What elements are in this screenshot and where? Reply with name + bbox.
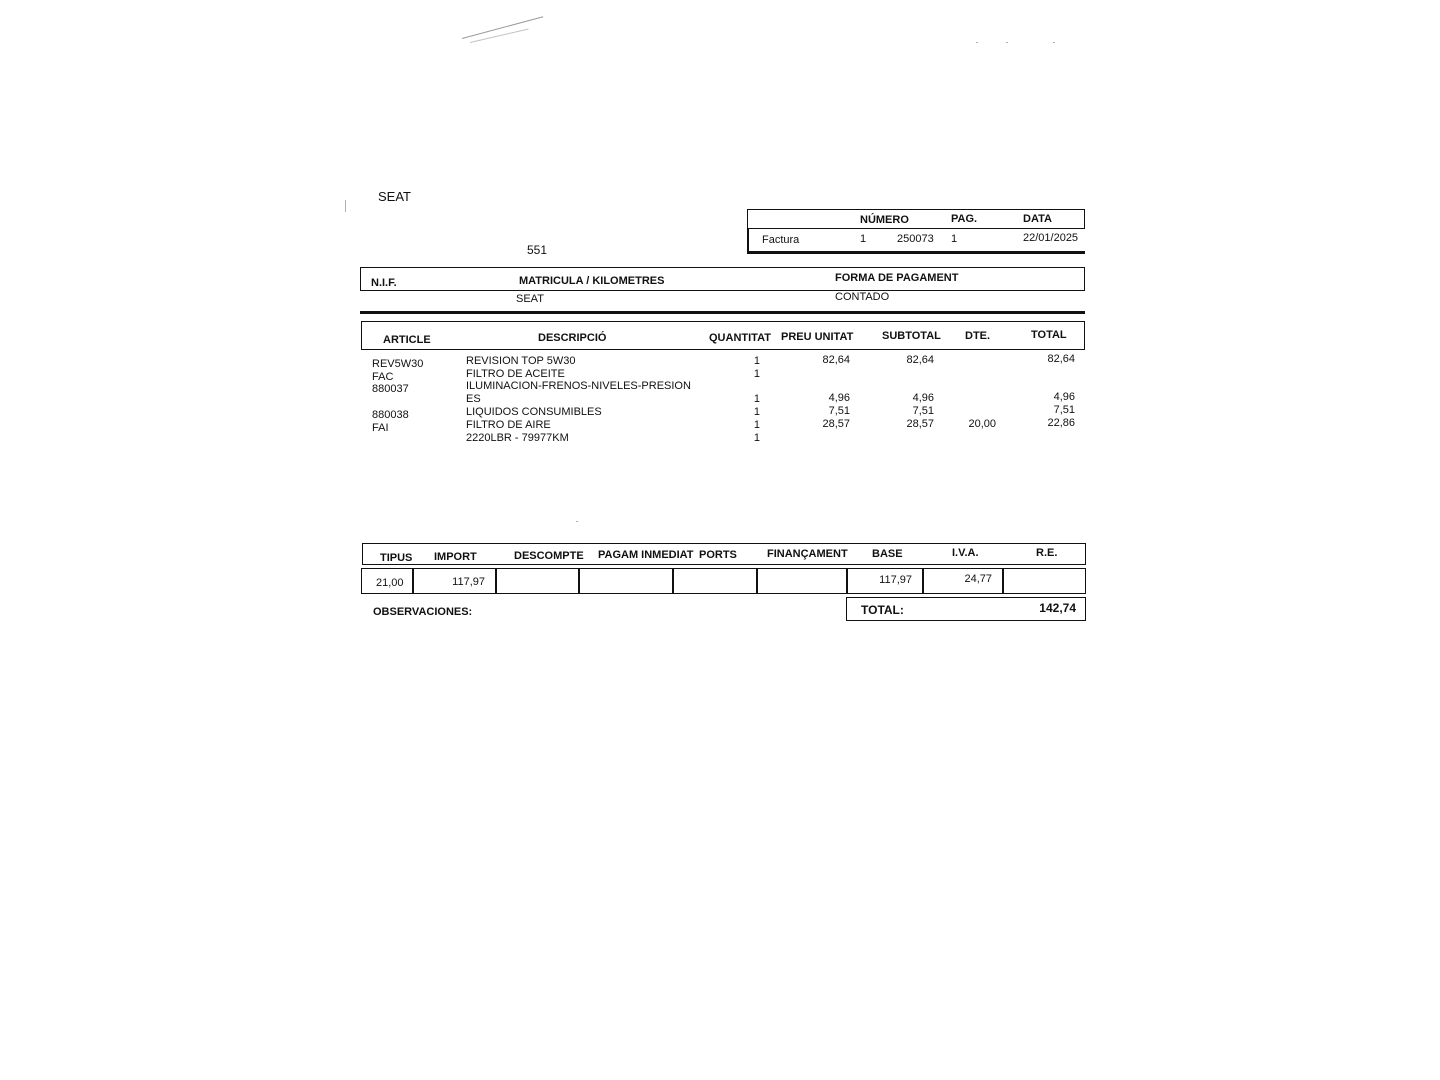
line-descripcio: FILTRO DE ACEITE — [466, 368, 565, 380]
line-total: 4,96 — [1053, 391, 1075, 403]
col-quantitat: QUANTITAT — [709, 332, 771, 344]
col-dte: DTE. — [965, 330, 991, 342]
line-article: REV5W30 — [372, 358, 424, 370]
company-code: 551 — [527, 243, 548, 257]
tax-row-divider — [1002, 568, 1004, 594]
line-subtotal: 7,51 — [912, 405, 934, 417]
line-quantitat: 1 — [753, 406, 760, 418]
tax-col-descompte: DESCOMPTE — [514, 550, 584, 562]
scan-artifact-line — [470, 29, 529, 43]
forma-pagament-value: CONTADO — [835, 291, 890, 303]
line-descripcio: REVISION TOP 5W30 — [466, 355, 576, 367]
label-nif: N.I.F. — [371, 277, 397, 289]
doc-header-bottom-rule — [747, 251, 1085, 254]
scan-artifact-dot — [1053, 42, 1055, 43]
matricula-value: SEAT — [516, 293, 544, 305]
line-descripcio: ILUMINACION-FRENOS-NIVELES-PRESION — [466, 380, 691, 392]
col-descripcio: DESCRIPCIÓ — [538, 332, 607, 344]
line-quantitat: 1 — [753, 432, 760, 444]
tax-row-divider — [756, 568, 758, 594]
scan-artifact-dot — [345, 200, 346, 212]
scan-artifact-dot — [976, 42, 978, 43]
observaciones-label: OBSERVACIONES: — [373, 606, 473, 618]
total-label: TOTAL: — [861, 603, 904, 617]
line-descripcio: 2220LBR - 79977KM — [466, 432, 569, 444]
col-preu-unitat: PREU UNITAT — [781, 331, 854, 343]
label-matricula: MATRICULA / KILOMETRES — [519, 275, 665, 287]
line-total: 22,86 — [1047, 417, 1075, 429]
line-quantitat: 1 — [753, 368, 760, 380]
tax-col-pagam-inmediat: PAGAM INMEDIAT — [598, 549, 694, 561]
doc-number: 250073 — [897, 233, 934, 245]
line-article: 880037 — [372, 383, 409, 395]
line-subtotal: 28,57 — [906, 418, 934, 430]
tax-col-iva: I.V.A. — [952, 547, 979, 559]
tax-row-divider — [495, 568, 497, 594]
total-value: 142,74 — [1039, 601, 1076, 615]
line-quantitat: 1 — [753, 355, 760, 367]
col-total: TOTAL — [1031, 329, 1067, 341]
company-name: SEAT — [378, 189, 411, 204]
client-header-box — [360, 267, 1085, 291]
doc-series: 1 — [860, 233, 867, 245]
line-quantitat: 1 — [753, 393, 760, 405]
line-preu-unitat: 7,51 — [828, 405, 850, 417]
label-forma-pagament: FORMA DE PAGAMENT — [835, 272, 959, 284]
scan-artifact-line — [462, 16, 543, 39]
col-article: ARTICLE — [383, 334, 431, 346]
tax-col-base: BASE — [872, 548, 903, 560]
label-data: DATA — [1023, 213, 1052, 225]
line-article: FAI — [372, 422, 389, 434]
line-total: 82,64 — [1047, 353, 1075, 365]
scan-artifact-dot — [1006, 42, 1008, 43]
tax-import-value: 117,97 — [452, 576, 485, 588]
tax-row-divider — [846, 568, 848, 594]
line-subtotal: 4,96 — [912, 392, 934, 404]
line-preu-unitat: 4,96 — [828, 392, 850, 404]
line-preu-unitat: 82,64 — [822, 354, 850, 366]
tax-col-financament: FINANÇAMENT — [767, 548, 848, 560]
tax-row-divider — [922, 568, 924, 594]
doc-header-left-rule — [747, 228, 749, 252]
line-descripcio: FILTRO DE AIRE — [466, 419, 551, 431]
doc-type: Factura — [762, 234, 800, 246]
line-article: 880038 — [372, 409, 409, 421]
tax-base-value: 117,97 — [879, 574, 912, 586]
label-numero: NÚMERO — [860, 214, 909, 226]
line-preu-unitat: 28,57 — [822, 418, 850, 430]
client-header-bottom-rule — [360, 311, 1085, 314]
line-subtotal: 82,64 — [906, 354, 934, 366]
tax-row-divider — [412, 568, 414, 594]
line-dte: 20,00 — [968, 418, 996, 430]
label-pag: PAG. — [951, 213, 978, 225]
tax-col-tipus: TIPUS — [380, 552, 413, 564]
doc-page: 1 — [951, 233, 958, 245]
line-total: 7,51 — [1053, 404, 1075, 416]
tax-iva-value: 24,77 — [964, 573, 992, 585]
tax-col-ports: PORTS — [699, 549, 737, 561]
line-article: FAC — [372, 371, 394, 383]
scan-artifact-dot — [576, 521, 578, 522]
col-subtotal: SUBTOTAL — [882, 330, 941, 342]
line-quantitat: 1 — [753, 419, 760, 431]
line-descripcio: LIQUIDOS CONSUMIBLES — [466, 406, 602, 418]
tax-col-re: R.E. — [1036, 547, 1058, 559]
tax-tipus-value: 21,00 — [376, 577, 404, 589]
tax-row-divider — [672, 568, 674, 594]
tax-row-divider — [578, 568, 580, 594]
tax-col-import: IMPORT — [434, 551, 477, 563]
line-descripcio: ES — [466, 393, 481, 405]
doc-date: 22/01/2025 — [1023, 232, 1079, 244]
